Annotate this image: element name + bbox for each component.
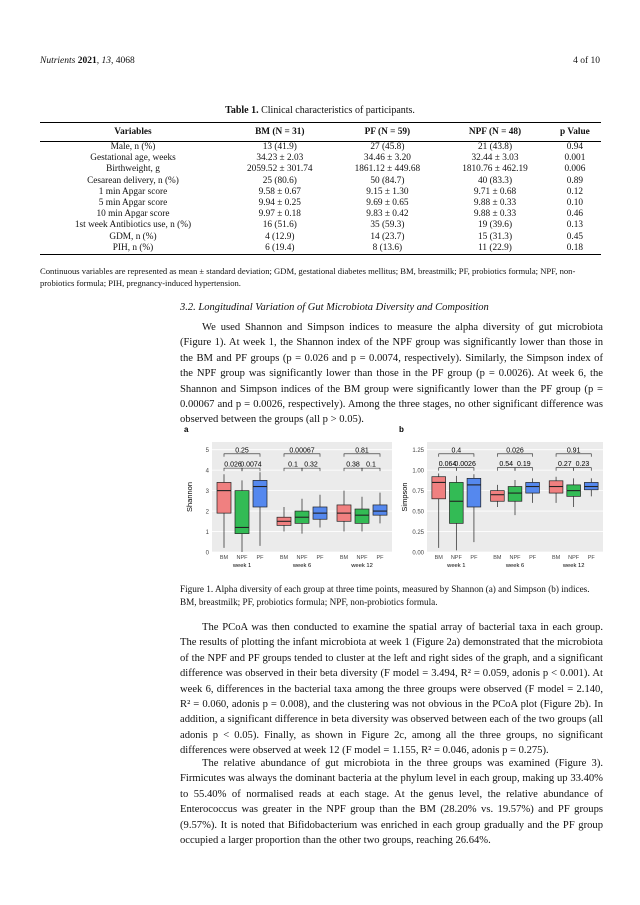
group-label: week 1 (232, 563, 252, 569)
table-cell: 1861.12 ± 449.68 (354, 164, 421, 175)
paragraph-pcoa: The PCoA was then conducted to examine the spatial array of bacterial taxa in each group. The results of plotting the infant microbiota at week 1 (Figure 2a) demonstrated that the microbiota of the NPF and PF groups tended to cluster at the left and right sides of the graph, and a significant difference was observed in their beta diversity (F model = 3.494, R² = 0.059, adonis p < 0.001). At week 6, differences in the bacterial taxa among the three groups were observed (F model = 2.140, R² = 0.060, adonis p = 0.008), and the clustering was not obvious in the PCoA plot (Figure 2b). In addition, a significant difference in beta diversity was observed between each of the two groups (all adonis p < 0.05). Finally, as shown in Figure 2c, among all the three groups, no significant differences were observed at week 12 (F model = 1.155, R² = 0.046, adonis p = 0.275). (180, 622, 603, 757)
box-npf (508, 487, 522, 502)
p-value-label: 0.32 (304, 461, 318, 469)
panel-label: b (399, 425, 404, 434)
table-cell: 27 (45.8) (370, 142, 405, 152)
table-cell: 9.69 ± 0.65 (366, 198, 409, 209)
table-cell: 8 (13.6) (334, 243, 442, 255)
box-bm (432, 477, 446, 499)
box-pf (526, 482, 540, 493)
x-tick-label: BM (434, 555, 443, 561)
table-cell: 13 (41.9) (262, 142, 297, 152)
table-cell: 9.94 ± 0.25 (258, 198, 301, 209)
y-tick-label: 0.75 (412, 489, 424, 496)
x-tick-label: NPF (450, 555, 462, 561)
y-axis-title: Shannon (185, 481, 194, 513)
table-row (40, 232, 601, 243)
table-cell: 1st week Antibiotics use, n (%) (74, 220, 192, 231)
x-tick-label: PF (470, 555, 478, 561)
table-cell: 2059.52 ± 301.74 (247, 164, 313, 175)
table-cell: 11 (22.9) (441, 243, 549, 255)
p-value-label: 0.81 (355, 447, 369, 455)
x-tick-label: PF (529, 555, 537, 561)
table-caption: Table 1. Clinical characteristics of participants. (225, 105, 415, 116)
table-cell: Cesarean delivery, n (%) (87, 175, 179, 186)
x-tick-label: BM (551, 555, 561, 561)
table-cell: 9.15 ± 1.30 (366, 186, 409, 197)
x-tick-label: BM (219, 555, 229, 561)
table-row (40, 187, 601, 198)
x-tick-label: NPF (509, 555, 521, 561)
table-cell: 0.12 (566, 186, 584, 197)
table-cell: 15 (31.3) (477, 231, 513, 242)
group-label: week 1 (447, 563, 466, 569)
table-row (40, 176, 601, 187)
p-value-label: 0.0074 (240, 461, 262, 469)
box-bm (217, 482, 231, 513)
table-cell: 9.83 ± 0.42 (366, 209, 409, 220)
table-cell: 16 (51.6) (262, 220, 297, 231)
p-value-label: 0.38 (346, 461, 360, 469)
table-cell: 35 (59.3) (370, 220, 405, 231)
table-cell: 9.88 ± 0.33 (473, 198, 517, 209)
table-cell: GDM, n (%) (109, 231, 157, 242)
x-tick-label: NPF (296, 555, 308, 561)
table-cell: 21 (43.8) (477, 142, 513, 152)
p-value-label: 0.91 (566, 447, 581, 455)
x-tick-label: BM (279, 555, 289, 561)
x-tick-label: PF (376, 555, 384, 561)
p-value-label: 0.54 (499, 461, 514, 469)
table-cell: Male, n (%) (110, 142, 156, 152)
table-cell: 25 (80.6) (262, 175, 297, 186)
p-value-label: 0.0026 (454, 461, 476, 469)
table-row (40, 153, 601, 164)
paragraph-relative-abundance: The relative abundance of gut microbiota in the three groups was examined (Figure 3). Firmicutes was always the dominant bacteria at the phylum level in each group, making up 33.40% to 55.40% of normalised reads at each stage. At the genus level, the relative abundance of Enterococcus was greater in the NPF group than the BM (28.20% vs. 19.57%) and PF groups (9.57%). It is noted that Bifidobacterium was enriched in each group gradually and the PF group occupied a larger proportion than the other two groups, reaching 26.64%. (180, 758, 603, 847)
section-title: 3.2. Longitudinal Variation of Gut Microbiota Diversity and Composition (180, 302, 489, 313)
column-header: PF (N = 59) (334, 123, 442, 142)
table-cell: 50 (84.7) (370, 175, 405, 186)
box-pf (373, 505, 387, 515)
table-cell: Birthweight, g (106, 164, 160, 175)
table-cell: 0.46 (566, 209, 584, 220)
panel-label: a (184, 425, 189, 434)
table-row (40, 198, 601, 209)
table-cell: 4 (12.9) (265, 231, 295, 242)
group-label: week 6 (505, 563, 525, 569)
group-label: week 12 (351, 563, 373, 569)
p-value-label: 0.026 (506, 447, 524, 455)
p-value-label: 0.026 (224, 461, 242, 469)
x-tick-label: BM (339, 555, 349, 561)
table-row (40, 243, 601, 255)
table-cell: 1 min Apgar score (98, 186, 168, 197)
p-value-label: 0.1 (288, 461, 298, 469)
table-cell: PIH, n (%) (40, 243, 226, 255)
p-value-label: 0.1 (366, 461, 376, 469)
table-header-row (40, 123, 601, 142)
table-row (40, 209, 601, 220)
x-tick-label: NPF (356, 555, 368, 561)
x-tick-label: PF (256, 555, 264, 561)
table-cell: 9.58 ± 0.67 (258, 186, 301, 197)
page-number: 4 of 10 (573, 56, 600, 66)
p-value-label: 0.23 (575, 461, 590, 469)
y-tick-label: 1.00 (412, 468, 424, 475)
group-label: week 6 (292, 563, 312, 569)
table-cell: 0.13 (566, 220, 584, 231)
y-tick-label: 5 (205, 448, 209, 455)
table-cell: 0.89 (566, 175, 584, 186)
group-label: week 12 (562, 563, 585, 569)
table-cell: 40 (83.3) (477, 175, 513, 186)
p-value-label: 0.27 (558, 461, 572, 469)
table-cell: 10 min Apgar score (96, 209, 170, 220)
table-cell: 9.88 ± 0.33 (473, 209, 517, 220)
table-cell: Gestational age, weeks (90, 153, 176, 164)
table-cell: 9.97 ± 0.18 (258, 209, 301, 220)
y-tick-label: 4 (205, 468, 209, 475)
page-header (40, 56, 600, 66)
table-cell: 19 (39.6) (477, 220, 513, 231)
table-footnote: Continuous variables are represented as mean ± standard deviation; GDM, gestational diabetes mellitus; BM, breastmilk; PF, probiotics formula; NPF, non-probiotics formula; PIH, pregnancy-induced hypertension. (40, 266, 576, 288)
table-cell: 9.71 ± 0.68 (473, 186, 517, 197)
paragraph-alpha-diversity: We used Shannon and Simpson indices to measure the alpha diversity of gut microbiota (Figure 1). At week 1, the Shannon index of the NPF group was significantly lower than those in the BM and PF groups (p = 0.026 and p = 0.0074, respectively). Similarly, the Simpson index of the NPF group was significantly lower than those in the PF group (p = 0.0026). At week 6, the Shannon and Simpson indices of the BM group were significantly lower than the PF group (p = 0.00067 and p = 0.0026, respectively). Among the three stages, no other significant difference was observed between the groups (all p > 0.05). (180, 322, 603, 426)
y-tick-label: 0.25 (412, 530, 424, 537)
figure-1-boxplots (180, 420, 603, 580)
journal-citation: Nutrients 2021, 13, 4068 (40, 56, 135, 66)
p-value-label: 0.064 (438, 461, 457, 469)
y-tick-label: 0.50 (412, 509, 424, 516)
table-cell: 0.18 (549, 243, 601, 255)
box-pf (467, 478, 481, 507)
y-tick-label: 1.25 (412, 448, 424, 455)
table-cell: 0.006 (564, 164, 586, 175)
y-axis-title: Simpson (400, 482, 409, 512)
table-cell: 5 min Apgar score (98, 198, 168, 209)
table-cell: 0.45 (566, 231, 584, 242)
column-header: Variables (40, 123, 226, 142)
column-header: NPF (N = 48) (441, 123, 549, 142)
p-value-label: 0.00067 (289, 447, 315, 455)
table-cell: 6 (19.4) (226, 243, 334, 255)
table-cell: 0.001 (564, 153, 586, 164)
y-tick-label: 0.00 (412, 550, 424, 557)
table-row (40, 220, 601, 231)
y-tick-label: 3 (205, 489, 209, 496)
table-cell: 34.23 ± 2.03 (256, 153, 304, 164)
x-tick-label: PF (316, 555, 324, 561)
p-value-label: 0.25 (235, 447, 249, 455)
column-header: BM (N = 31) (226, 123, 334, 142)
table-cell: 32.44 ± 3.03 (471, 153, 519, 164)
x-tick-label: PF (587, 555, 595, 561)
y-tick-label: 2 (205, 509, 209, 516)
table-cell: 0.10 (566, 198, 584, 209)
box-pf (253, 480, 267, 507)
table-cell: 0.94 (566, 142, 584, 152)
table-cell: 34.46 ± 3.20 (363, 153, 411, 164)
box-npf (449, 482, 463, 523)
x-tick-label: BM (493, 555, 502, 561)
table-cell: 14 (23.7) (370, 231, 405, 242)
table-row (40, 164, 601, 175)
x-tick-label: NPF (236, 555, 248, 561)
clinical-table (40, 122, 601, 255)
figure-caption: Figure 1. Alpha diversity of each group at three time points, measured by Shannon (a) and Simpson (b) indices. BM, breastmilk; PF, probiotics formula; NPF, non-probiotics formula. (180, 584, 590, 607)
y-tick-label: 1 (205, 530, 209, 537)
box-bm (491, 491, 505, 502)
p-value-label: 0.4 (451, 447, 462, 455)
x-tick-label: NPF (568, 555, 580, 561)
y-tick-label: 0 (205, 550, 209, 557)
table-cell: 1810.76 ± 462.19 (462, 164, 528, 175)
box-npf (355, 509, 369, 523)
column-header: p Value (549, 123, 601, 142)
p-value-label: 0.19 (516, 461, 531, 469)
table-row (40, 142, 601, 154)
